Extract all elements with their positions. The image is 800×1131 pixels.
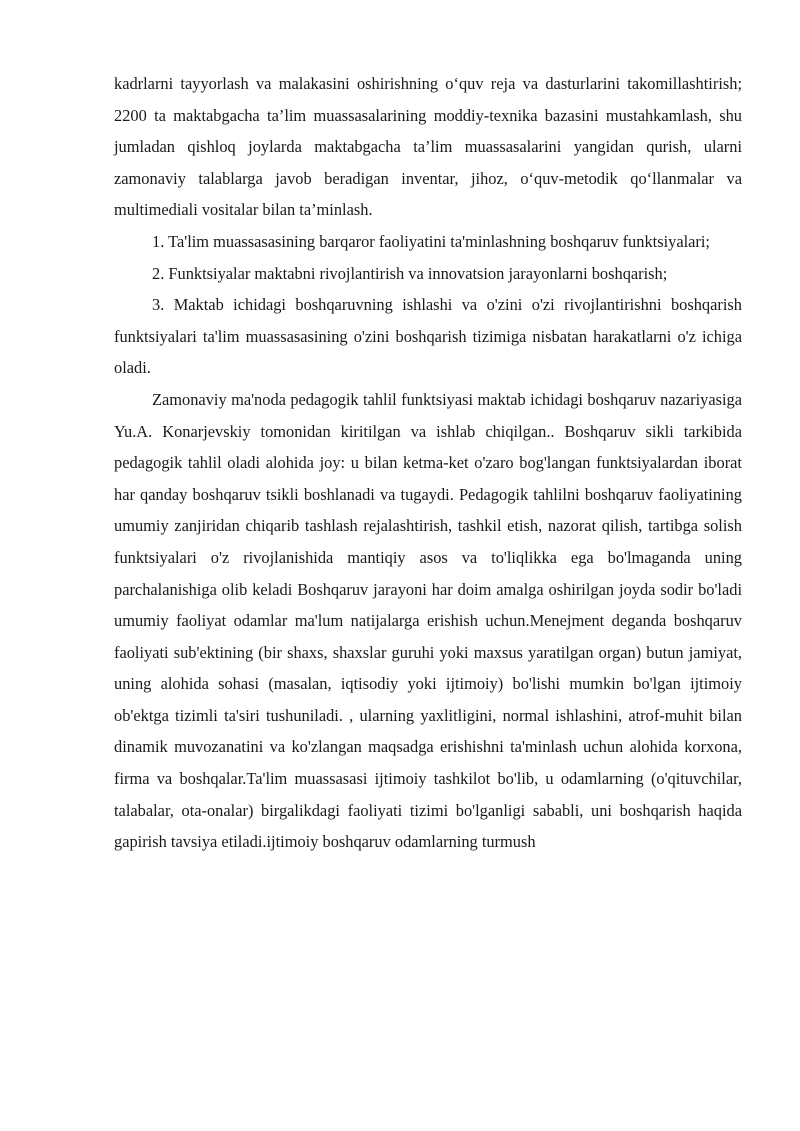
document-page [114, 68, 742, 858]
list-item-1: 1. Ta'lim muassasasining barqaror faoliyatini ta'minlashning boshqaruv funktsiyalari; [152, 231, 710, 251]
paragraph-intro: kadrlarni tayyorlash va malakasini oshirishning o‘quv reja va dasturlarini takomillashtirish; 2200 ta maktabgacha ta’lim muassasalarining moddiy-texnika bazasini mustahkamlash, shu jumladan qishloq joylarda maktabgacha ta’lim muassasalarini yangidan qurish, ularni zamonaviy talablarga javob beradigan inventar, jihoz, o‘quv-metodik qo‘llanmalar va multimediali vositalar bilan ta’minlash. [114, 74, 742, 220]
list-item-2: 2. Funktsiyalar maktabni rivojlantirish va innovatsion jarayonlarni boshqarish; [152, 263, 668, 283]
list-item-3: 3. Maktab ichidagi boshqaruvning ishlashi va o'zini o'zi rivojlantirishni boshqarish funktsiyalari ta'lim muassasasining o'zini boshqarish tizimiga nisbatan harakatlarni o'z ichiga oladi. [114, 295, 742, 378]
paragraph-body: Zamonaviy ma'noda pedagogik tahlil funktsiyasi maktab ichidagi boshqaruv nazariyasiga Yu.A. Konarjevskiy tomonidan kiritilgan va ishlab chiqilgan.. Boshqaruv sikli tarkibida pedagogik tahlil oladi alohida joy: u bilan ketma-ket o'zaro bog'langan funktsiyalardan iborat har qanday boshqaruv tsikli boshlanadi va tugaydi. Pedagogik tahlilni boshqaruv faoliyatining umumiy zanjiridan chiqarib tashlash rejalashtirish, tashkil etish, nazorat qilish, tartibga solish funktsiyalari o'z rivojlanishida mantiqiy asos va to'liqlikka ega bo'lmaganda uning parchalanishiga olib keladi Boshqaruv jarayoni har doim amalga oshirilgan joyda sodir bo'ladi umumiy faoliyat odamlar ma'lum natijalarga erishish uchun.Menejment deganda boshqaruv faoliyati sub'ektining (bir shaxs, shaxslar guruhi yoki maxsus yaratilgan organ) butun jamiyat, uning alohida sohasi (masalan, iqtisodiy yoki ijtimoiy) bo'lishi mumkin bo'lgan ijtimoiy ob'ektga tizimli ta'siri tushuniladi. , ularning yaxlitligini, normal ishlashini, atrof-muhit bilan dinamik muvozanatini va ko'zlangan maqsadga erishishni ta'minlash uchun alohida korxona, firma va boshqalar.Ta'lim muassasasi ijtimoiy tashkilot bo'lib, u odamlarning (o'qituvchilar, talabalar, ota-onalar) birgalikdagi faoliyati tizimi bo'lganligi sababli, uni boshqarish haqida gapirish tavsiya etiladi.ijtimoiy boshqaruv odamlarning turmush [114, 389, 742, 852]
